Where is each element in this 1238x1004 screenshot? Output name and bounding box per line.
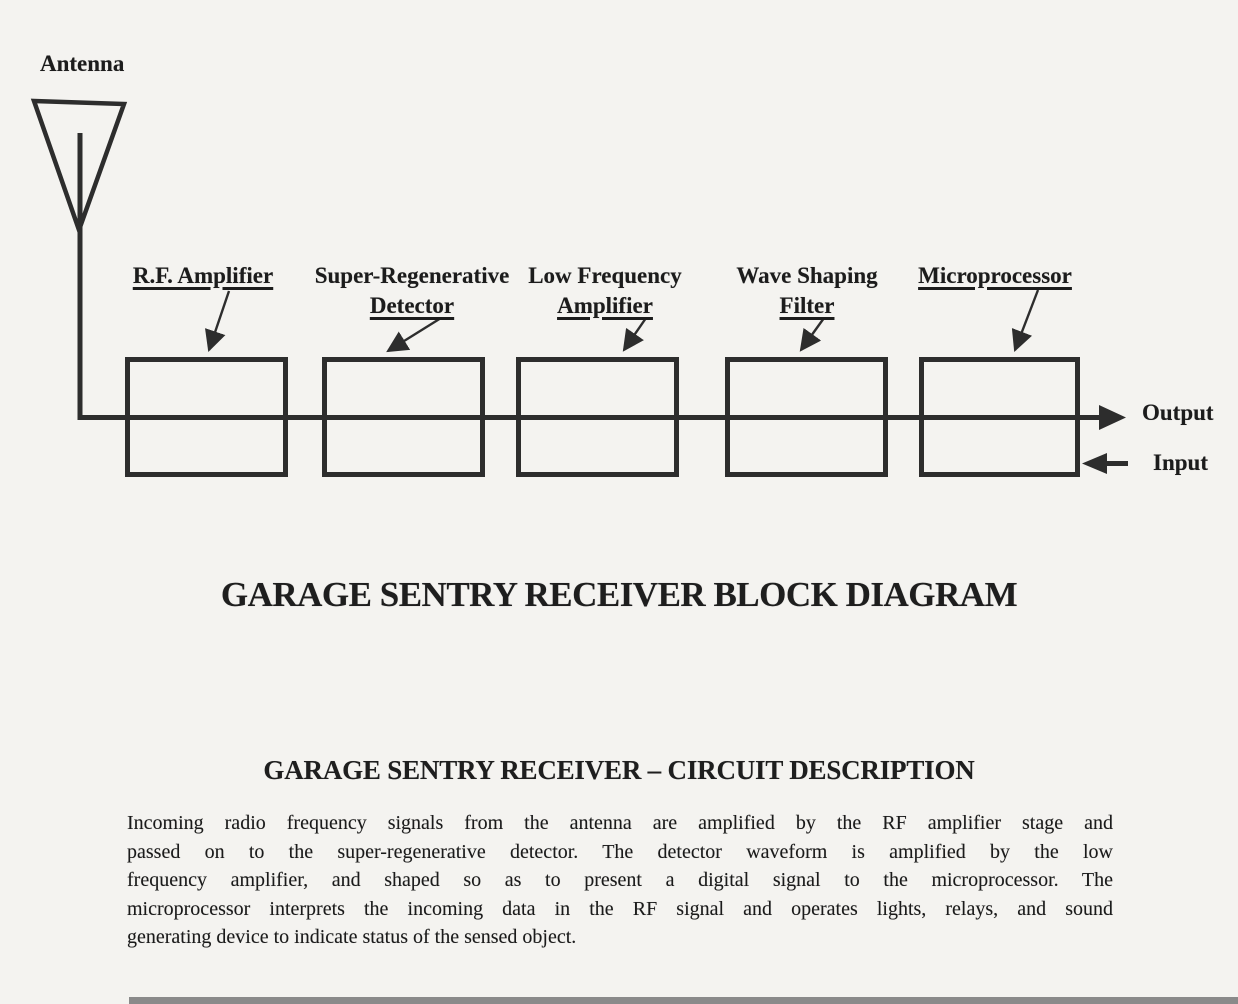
input-label: Input (1153, 450, 1208, 475)
input-arrow-icon (1082, 453, 1107, 474)
label-arrow-detector (388, 318, 441, 351)
block-label-line: R.F. Amplifier (132, 263, 274, 288)
block-label-line: Amplifier (557, 293, 653, 318)
section-heading: GARAGE SENTRY RECEIVER – CIRCUIT DESCRIPTION (263, 755, 975, 785)
diagram-title: GARAGE SENTRY RECEIVER BLOCK DIAGRAM (220, 575, 1018, 614)
scan-edge-artifact (129, 997, 1238, 1004)
block-label-line: Filter (779, 293, 835, 318)
block-label-microprocessor (875, 261, 1115, 291)
output-label: Output (1142, 400, 1214, 425)
antenna-label: Antenna (40, 51, 125, 76)
paragraph-line: Incoming radio frequency signals from the antenna are amplified by the RF amplifier stage and (127, 812, 1113, 834)
paragraph-line: microprocessor interprets the incoming data in the RF signal and operates lights, relays, and sound (127, 897, 1113, 920)
block-label-line: Detector (369, 293, 455, 318)
block-label-line: Microprocessor (918, 263, 1072, 288)
label-arrow-rf-amplifier (209, 291, 229, 350)
label-arrow-microprocessor (1015, 290, 1038, 350)
output-arrow-icon (1099, 405, 1126, 430)
label-arrow-filter (801, 318, 824, 350)
block-label-line: Wave Shaping (736, 263, 878, 288)
block-label-line: Low Frequency (528, 263, 682, 288)
paragraph-line: frequency amplifier, and shaped so as to present a digital signal to the microprocessor. The (127, 869, 1113, 892)
label-arrow-lf-amplifier (624, 318, 646, 350)
block-label-rf-amplifier (83, 261, 323, 291)
paragraph-line: generating device to indicate status of the sensed object. (127, 926, 577, 949)
paragraph-line: passed on to the super-regenerative detector. The detector waveform is amplified by the low (127, 840, 1113, 863)
block-label-line: Super-Regenerative (314, 263, 510, 288)
description-paragraph (127, 809, 1113, 952)
